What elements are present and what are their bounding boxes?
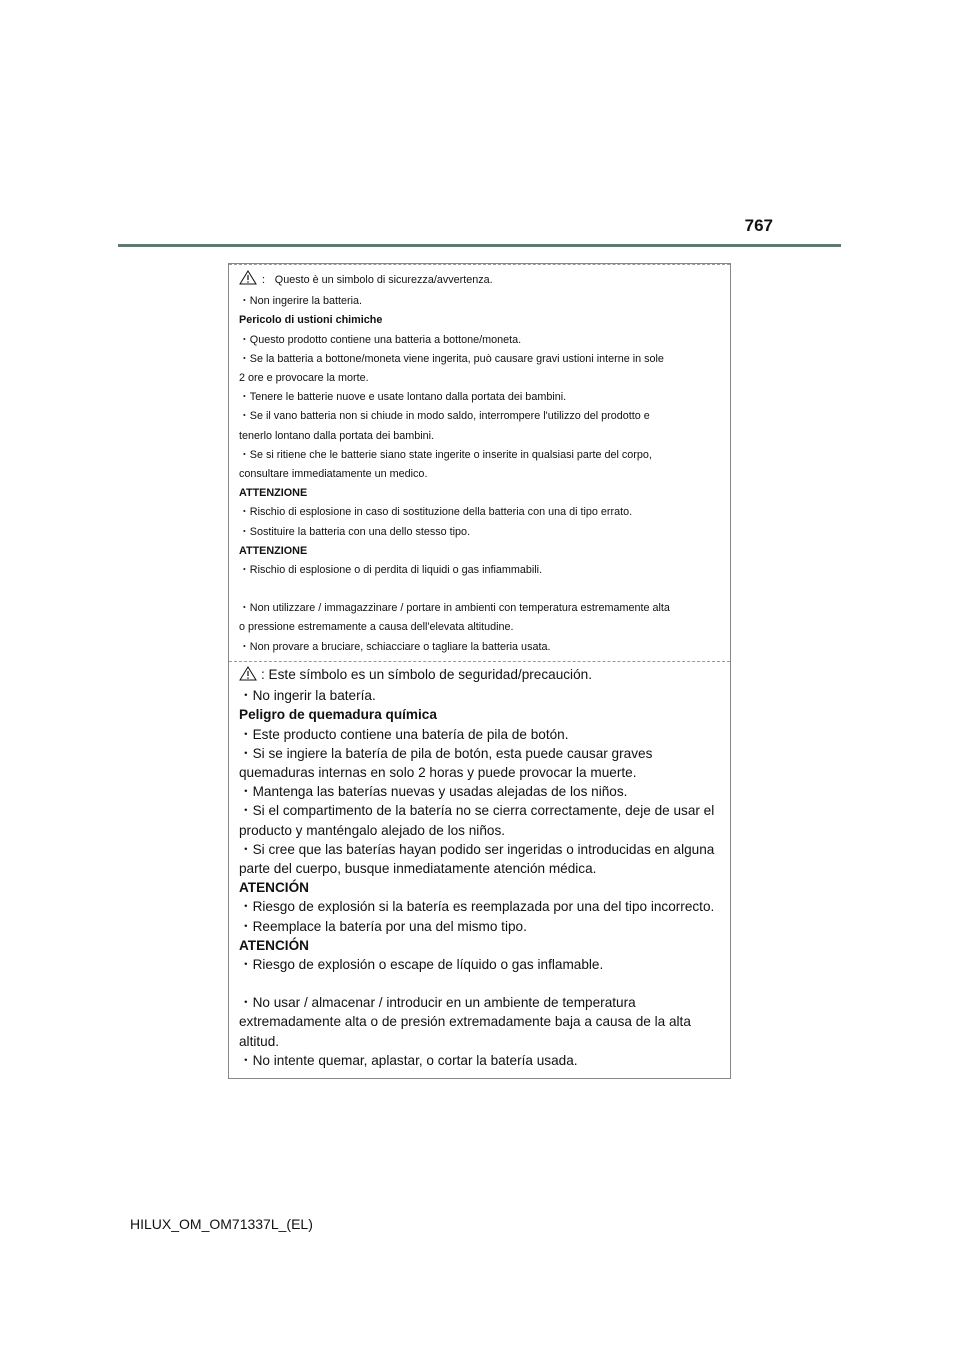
manual-code-footer: HILUX_OM_OM71337L_(EL) bbox=[130, 1216, 313, 1232]
es-no-ingest: ・No ingerir la batería. bbox=[239, 688, 376, 704]
it-no-ingest: ・Non ingerire la batteria. bbox=[239, 295, 363, 308]
es-env-c: altitud. bbox=[239, 1033, 280, 1049]
warning-triangle-icon bbox=[239, 666, 257, 686]
it-burn-3: ・Tenere le batterie nuove e usate lontano dalla portata dei bambini. bbox=[239, 391, 567, 404]
es-burn-4b: producto y manténgalo alejado de los niños. bbox=[239, 822, 506, 838]
it-burn-2a: ・Se la batteria a bottone/moneta viene ingerita, può causare gravi ustioni interne in sole bbox=[239, 352, 664, 365]
italian-warning-section bbox=[229, 264, 730, 661]
it-caution-2a: ・Rischio di esplosione o di perdita di liquidi o gas infiammabili. bbox=[239, 564, 543, 577]
battery-warning-box bbox=[228, 263, 731, 1079]
header-rule bbox=[118, 244, 841, 247]
it-burn-4a: ・Se il vano batteria non si chiude in modo saldo, interrompere l'utilizzo del prodotto e bbox=[239, 410, 650, 423]
it-burn-5b: consultare immediatamente un medico. bbox=[239, 468, 428, 481]
es-burn-5b: parte del cuerpo, busque inmediatamente atención médica. bbox=[239, 861, 597, 877]
it-crush: ・Non provare a bruciare, schiacciare o tagliare la batteria usata. bbox=[239, 640, 551, 653]
es-symbol-note: : Este símbolo es un símbolo de seguridad/precaución. bbox=[261, 667, 592, 682]
it-caution-2-heading: ATTENZIONE bbox=[239, 544, 308, 557]
es-burn-1: ・Este producto contiene una batería de pila de botón. bbox=[239, 726, 569, 742]
it-symbol-note: ： Questo è un simbolo di sicurezza/avvertenza. bbox=[261, 274, 493, 286]
it-burn-1: ・Questo prodotto contiene una batteria a bottone/moneta. bbox=[239, 333, 522, 346]
it-spacer bbox=[239, 580, 722, 599]
es-env-b: extremadamente alta o de presión extremadamente baja a causa de la alta bbox=[239, 1014, 691, 1030]
es-env-a: ・No usar / almacenar / introducir en un ambiente de temperatura bbox=[239, 995, 636, 1011]
es-burn-5a: ・Si cree que las baterías hayan podido ser ingeridas o introducidas en alguna bbox=[239, 841, 715, 857]
es-caution-2a: ・Riesgo de explosión o escape de líquido o gas inflamable. bbox=[239, 957, 604, 973]
es-burn-2a: ・Si se ingiere la batería de pila de botón, esta puede causar graves bbox=[239, 745, 653, 761]
warning-triangle-icon bbox=[239, 270, 257, 292]
it-env-a: ・Non utilizzare / immagazzinare / portare in ambienti con temperatura estremamente alta bbox=[239, 602, 670, 615]
it-burn-2b: 2 ore e provocare la morte. bbox=[239, 372, 369, 385]
es-burn-4a: ・Si el compartimento de la batería no se cierra correctamente, deje de usar el bbox=[239, 803, 715, 819]
it-caution-1-heading: ATTENZIONE bbox=[239, 487, 308, 500]
it-symbol-line bbox=[239, 270, 722, 292]
it-burn-4b: tenerlo lontano dalla portata dei bambini. bbox=[239, 429, 435, 442]
es-burn-heading: Peligro de quemadura química bbox=[239, 707, 437, 723]
spanish-warning-section bbox=[229, 661, 730, 1078]
es-caution-1b: ・Reemplace la batería por una del mismo tipo. bbox=[239, 918, 527, 934]
es-burn-3: ・Mantenga las baterías nuevas y usadas alejadas de los niños. bbox=[239, 784, 628, 800]
it-caution-1b: ・Sostituire la batteria con una dello stesso tipo. bbox=[239, 525, 471, 538]
page-number: 767 bbox=[744, 216, 773, 235]
es-burn-2b: quemaduras internas en solo 2 horas y puede provocar la muerte. bbox=[239, 765, 637, 781]
es-symbol-line bbox=[239, 665, 722, 686]
it-burn-5a: ・Se si ritiene che le batterie siano state ingerite o inserite in qualsiasi parte del corpo, bbox=[239, 448, 652, 461]
es-caution-1-heading: ATENCIÓN bbox=[239, 880, 309, 896]
it-burn-heading: Pericolo di ustioni chimiche bbox=[239, 314, 383, 327]
it-caution-1a: ・Rischio di esplosione in caso di sostituzione della batteria con una di tipo errato. bbox=[239, 506, 633, 519]
es-caution-2-heading: ATENCIÓN bbox=[239, 937, 309, 953]
es-caution-1a: ・Riesgo de explosión si la batería es reemplazada por una del tipo incorrecto. bbox=[239, 899, 715, 915]
es-spacer bbox=[239, 974, 722, 993]
it-env-b: o pressione estremamente a causa dell'elevata altitudine. bbox=[239, 621, 514, 634]
es-crush: ・No intente quemar, aplastar, o cortar la batería usada. bbox=[239, 1052, 578, 1068]
